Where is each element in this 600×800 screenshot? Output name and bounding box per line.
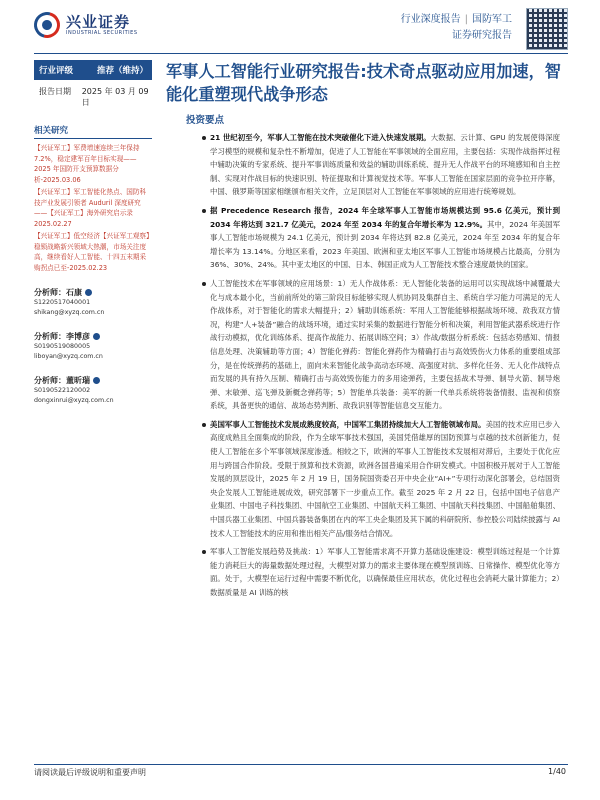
- page-number: 1/40: [548, 767, 566, 776]
- analyst-cert: S1220517040001: [34, 299, 91, 306]
- department: 证券研究报告: [452, 30, 512, 41]
- analyst-name: 石康: [66, 288, 82, 297]
- related-link[interactable]: 【兴证军工】军工智能化热点、国防科技产业发展引领者 Auduril 深度研究——【兴证军工】海外研究启示录 2025.02.27: [34, 188, 147, 228]
- paragraph-body: 其中，2024 年美国军事人工智能市场规模为 24.1 亿美元，预计到 2034 年将达到 82.8 亿美元，2024 年至 2034 年的复合年增长率为 13.14%。分地区来看，2023 年美国、欧洲和亚太地区军事人工智能市场规模占比最高，分别为 36%、30%、24%。其中亚太地区的中国、日本、韩国正成为人工智能技术整合速度最快的国家。: [210, 219, 560, 270]
- company-name-en: INDUSTRIAL SECURITIES: [66, 29, 138, 36]
- analyst-card: [34, 331, 152, 361]
- rating-value: 推荐（维持）: [96, 66, 148, 76]
- paragraph-body: 人工智能技术在军事领域的应用场景：1）无人作战体系：无人智能化装备的运用可以实现战场中减覆最大化与成本最小化，当前前所处的第三阶段目标能够实现人机协同及集群自主、系统自学习能力可满足的无人作战体系，对于智能化的需求大幅提升；2）辅助训练系统：军用人工智能能够根据战场环境、敌我双方情况，构建“人+装备”融合的战场环境，通过实时采集的数据进行智能分析和决策，利用智能武器系统进行作战行动模拟，优化训练体系、提高作战能力、拓展训练空间；3）作战/数据分析系统：包括态势感知、情报信息处理、决策辅助等方面；4）智能化弹药：智能化弹药作为精确打击与高效毁伤火力体系的重要组成部分，是在传统弹药的基础上，面向未来智能化战争高动态环境、高强度对抗、多样化任务、无人化作战特点而发展的具有持久压制、精确打击与高效毁伤能力的多用途弹药，主要包括战术导弹、制导火箭、制导炮弹、末敏弹、巡飞弹及新概念弹药等；5）智能单兵装备：美军的新一代单兵系统将装备情报、监视和侦察系统，具备更快的通信、战场态势判断、敌我识别等智能信息交互能力。: [210, 278, 560, 411]
- person-icon: [93, 333, 100, 340]
- related-link[interactable]: 【兴证军工】低空经济【兴证军工观察】稳锁战略新兴领域大热潮，市场关注度高，继续看好人工智能、十四五末期采购拐点已至-2025.02.23: [34, 232, 150, 272]
- analyst-email[interactable]: shikang@xyzq.com.cn: [34, 308, 105, 316]
- related-research-title: 相关研究: [34, 124, 152, 139]
- company-name-cn: 兴业证券: [66, 12, 131, 31]
- related-link[interactable]: 【兴证军工】军费增速连续三年保持 7.2%，稳定建军百年目标实现——2025 年国防开支预算数据分析-2025.03.06: [34, 144, 140, 184]
- analyst-email[interactable]: dongxinrui@xyzq.com.cn: [34, 396, 114, 404]
- report-title: 军事人工智能行业研究报告:技术奇点驱动应用加速，智能化重塑现代战争形态: [166, 62, 561, 104]
- paragraph-body: 大数据、云计算、GPU 的发展使得深度学习模型的规模和复杂性不断增加，促进了人工智能在军事领域的全面应用，主要包括：实现作战指挥过程中辅助决策的专家系统、提升军事训练质量和效益的辅助训练系统、提升无人作战平台的环境感知和自主控制、实现对作战目标的快速识别、特征提取和计算视觉技术等。军事人工智能在国家层面的竞争拉开序幕，中国、俄罗斯等国家相继颁布相关文件，立足顶层对人工智能在军事领域的应用进行统筹规划。: [210, 133, 560, 197]
- company-logo: [34, 12, 138, 38]
- date-label: 报告日期: [39, 87, 71, 96]
- rating-label: 行业评级: [39, 66, 74, 76]
- key-point-paragraph: [166, 204, 566, 272]
- sector-name: 国防军工: [472, 14, 512, 25]
- paragraph-body: 美国的技术应用已步入高度成熟且全面集成的阶段，作为全球军事技术强国，美国凭借雄厚的国防预算与卓越的技术创新能力，促使人工智能在多个军事领域深度渗透。相较之下，欧洲的军事人工智能技术发展相对滞后，主要处于优化应用与跨国合作阶段。受限于预算和技术资源，欧洲各国普遍采用合作研发模式。中国积极开展对于人工智能发展的顶层设计，2025 年 2 月 19 日，国务院国资委召开中央企业“AI+”专项行动深化部署会，总结国资央企发展人工智能进展成效，研究部署下一步重点工作。截至 2025 年 2 月 22 日，包括中国电子信息产业集团、中国电子科技集团、中国航空工业集团、中国航天科工集团、中国航天科技集团、中国船舶集团、中国兵器工业集团、中国兵器装备集团在内的军工央企集团及其下属的科研院所、参控股公司陆续披露与 AI 技术人工智能技术的应用和推出相关产品/服务结合情况。: [210, 419, 560, 538]
- analyst-email[interactable]: liboyan@xyzq.com.cn: [34, 352, 103, 360]
- analyst-name: 董昕瑞: [66, 376, 90, 385]
- person-icon: [85, 289, 92, 296]
- analyst-cert: S0190522120002: [34, 387, 91, 394]
- report-header: [0, 0, 600, 52]
- related-research-list: [34, 143, 152, 273]
- footer-disclaimer: 请阅读最后评级说明和重要声明: [34, 768, 146, 777]
- paragraph-body: 军事人工智能发展趋势及挑战：1）军事人工智能需求离不开算力基础设施建设：模型训练过程是一个计算能力消耗巨大的海量数据处理过程，大模型对算力的需求主要体现在模型预训练、日常操作、模型优化等方面。处于，大模型在运行过程中需要不断优化，以确保最佳应用状态，优化过程也会消耗大量计算能力；2）数据质量是 AI 训练的核: [210, 547, 560, 597]
- paragraph-lead: 据 Precedence Research 报告，2024 年全球军事人工智能市场规模达到 95.6 亿美元，预计到 2034 年将达到 321.7 亿美元，2024 年至 2034 年的复合年增长率为 12.9%。: [210, 205, 560, 229]
- logo-emblem-icon: [29, 7, 65, 43]
- analyst-card: [34, 375, 152, 405]
- person-icon: [93, 377, 100, 384]
- main-content: [166, 60, 566, 600]
- analyst-role: 分析师：: [34, 288, 66, 297]
- section-heading: 投资要点: [186, 115, 225, 126]
- header-divider: [34, 53, 568, 54]
- analyst-card: [34, 287, 152, 317]
- analyst-role: 分析师：: [34, 376, 66, 385]
- footer-divider: [34, 764, 568, 765]
- report-date: [34, 86, 152, 108]
- report-type: 行业深度报告: [400, 14, 461, 25]
- analyst-cert: S0190519080005: [34, 343, 91, 350]
- analyst-role: 分析师：: [34, 332, 66, 341]
- sidebar: [34, 60, 152, 405]
- report-category: 行业深度报告 | 国防军工 证券研究报告: [401, 12, 512, 44]
- key-point-paragraph: [166, 277, 566, 413]
- date-value: 2025 年 03 月 09 日: [81, 87, 149, 107]
- key-point-paragraph: [166, 418, 566, 540]
- key-point-paragraph: [166, 131, 566, 199]
- paragraph-lead: 美国军事人工智能技术发展成熟度较高，中国军工集团持续加大人工智能领域布局。: [210, 419, 486, 429]
- rating-bar: [34, 60, 152, 80]
- analyst-name: 李博彦: [66, 332, 90, 341]
- qr-code-icon: [526, 8, 568, 50]
- paragraph-lead: 21 世纪初至今，军事人工智能在技术突破催化下进入快速发展期。: [210, 133, 431, 142]
- key-point-paragraph: [166, 545, 566, 599]
